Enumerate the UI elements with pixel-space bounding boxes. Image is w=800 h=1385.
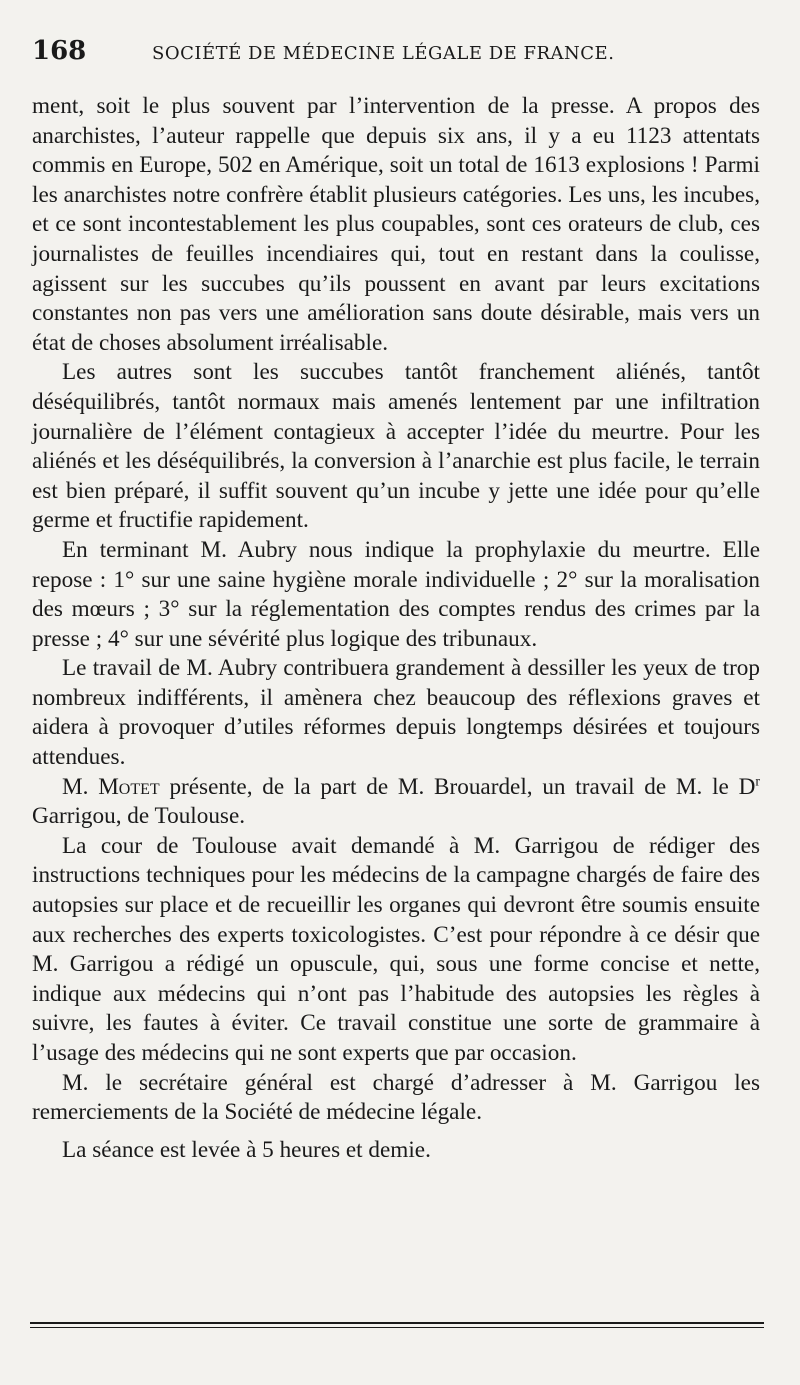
body-text [32,92,760,1165]
paragraph-garrigou: La cour de Toulouse avait demandé à M. Garrigou de rédiger des instructions techniques pour les médecins de la campagne chargés de faire des autopsies sur place et de recueillir les organes qui devront être soumis ensuite aux recherches des experts toxicologistes. C’est pour répondre à ce désir que M. Garrigou a rédigé un opuscule, qui, sous une forme concise et nette, indique aux médecins qui n’ont pas l’habitude des autopsies les règles à suivre, les fautes à éviter. Ce travail constitue une sorte de grammaire à l’usage des médecins qui ne sont experts que par occasion. [32,832,760,1066]
motet-text-a: présente, de la part de M. Brouardel, un travail de M. le D [159,773,756,800]
paragraph-3: En terminant M. Aubry nous indique la prophylaxie du meurtre. Elle repose : 1° sur une saine hygiène morale individuelle ; 2° sur la moralisation des mœurs ; 3° sur la réglementation des comptes rendus des crimes par la presse ; 4° sur une sévérité plus logique des tribunaux. [32,536,760,652]
running-title: SOCIÉTÉ DE MÉDECINE LÉGALE DE FRANCE. [152,43,615,64]
motet-sup: r [755,773,760,789]
paragraph-motet [32,773,760,832]
closing-line: La séance est levée à 5 heures et demie. [62,1136,431,1163]
running-head [32,36,760,76]
paragraph-secretaire: M. le secrétaire général est chargé d’adresser à M. Garrigou les remerciements de la Société de médecine légale. [32,1069,760,1126]
motet-text-b: Garrigou, de Toulouse. [32,803,246,830]
paragraph-2: Les autres sont les succubes tantôt franchement aliénés, tantôt déséquilibrés, tantôt normaux mais amenés lentement par une infiltration journalière de l’élément contagieux à accepter l’idée du meurtre. Pour les aliénés et les déséquilibrés, la conversion à l’anarchie est plus facile, le terrain est bien préparé, il suffit souvent qu’un incube y jette une idée pour qu’elle germe et fructifie rapidement. [32,359,760,534]
paragraph-4: Le travail de M. Aubry contribuera grandement à dessiller les yeux de trop nombreux indifférents, il amènera chez beaucoup des réflexions graves et aidera à provoquer d’utiles réformes depuis longtemps désirées et toujours attendues. [32,655,760,771]
page-number: 168 [32,36,87,66]
end-rule [30,1322,764,1328]
motet-prefix: M. [62,773,99,800]
motet-name: Motet [98,773,160,800]
paragraph-1: ment, soit le plus souvent par l’intervention de la presse. A propos des anarchistes, l’auteur rappelle que depuis six ans, il y a eu 1123 attentats commis en Europe, 502 en Amérique, soit un total de 1613 explosions ! Parmi les anarchistes notre confrère établit plusieurs catégories. Les uns, les incubes, et ce sont incontestablement les plus coupables, sont ces orateurs de club, ces journalistes de feuilles incendiaires qui, tout en restant dans la coulisse, agissent sur les succubes qu’ils poussent en avant par leurs excitations constantes non pas vers une amélioration sans doute désirable, mais vers un état de choses absolument irréalisable. [32,93,760,356]
